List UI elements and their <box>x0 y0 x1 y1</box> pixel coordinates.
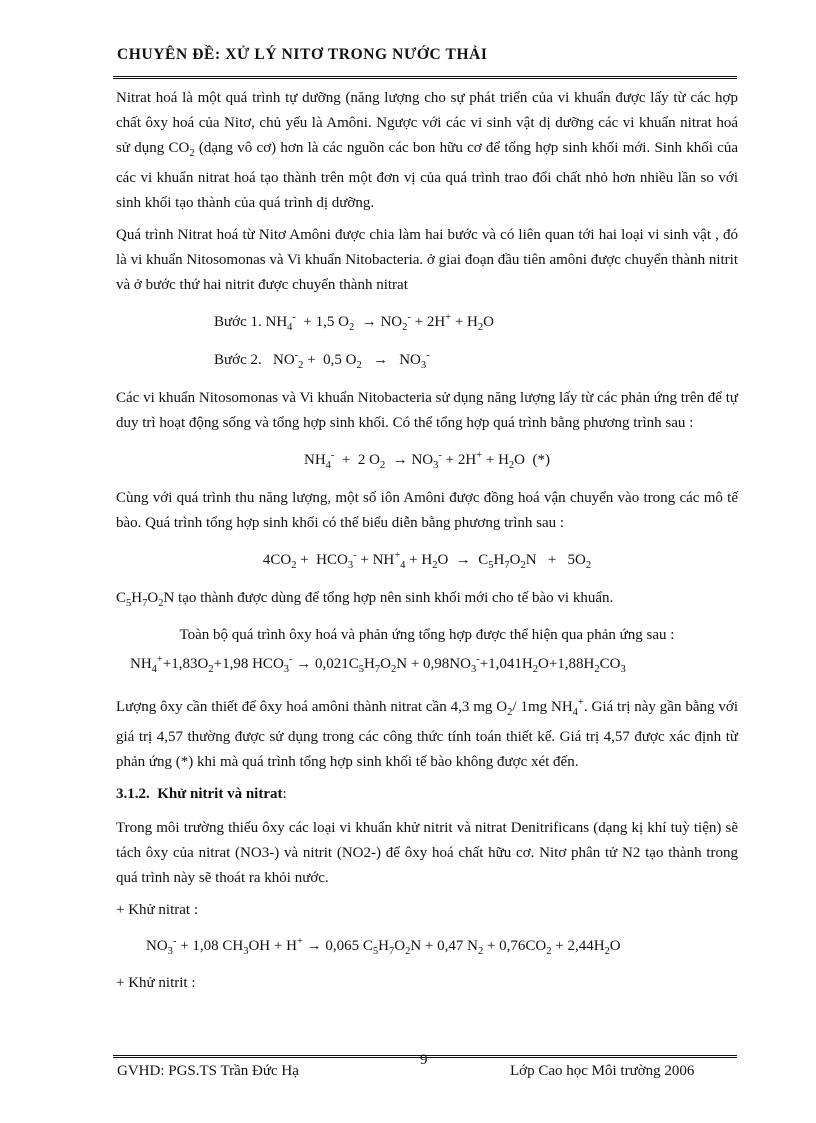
footer-class: Lớp Cao học Môi trường 2006 <box>510 1063 695 1079</box>
page-number: 9 <box>420 1052 428 1068</box>
paragraph-biomass-use: $C_5H_7O_2N$ tạo thành được dùng để tổng hợp nên sinh khối mới cho tế bào vi khuẩn. <box>116 590 614 609</box>
paragraph-oxygen-demand: Lượng ôxy cần thiết để ôxy hoá amôni thành nitrat cần 4,3 mg $O_2/$ 1mg $NH_4^+$. Giá trị này gần bằng với giá trị 4,57 thường được sử dụng trong các công thức tính toán thiết kế. Giá trị 4,57 được xác định từ phản ứng (*) khi mà quá trình tổng hợp sinh khối tế bào không được xét đến. <box>116 697 738 770</box>
equation-overall-star: $NH_4^- + 2$ $O_2 \to NO_3^- + 2H^+ + H_2O$ (*) <box>304 450 550 471</box>
equation-biomass-synthesis: $4CO_2 + HCO_3^- + NH^+_4 + H_2O \to C_5H_7O_2N + 5O_2$ <box>262 550 592 571</box>
paragraph-overall-reaction-intro: Toàn bộ quá trình ôxy hoá và phản ứng tổng hợp được thể hiện qua phản ứng sau : <box>179 627 675 643</box>
paragraph-two-steps: Quá trình Nitrat hoá từ Nitơ Amôni được chia làm hai bước và có liên quan tới hai loại vi sinh vật , đó là vi khuẩn Nitosomonas và Vi khuẩn Nitobacteria. ở giai đoạn đầu tiên amôni được chuyển thành nitrit và ở bước thứ hai nitrit được chuyển thành nitrat <box>116 227 738 293</box>
document-body <box>116 86 738 1002</box>
equation-nitrate-reduction: $NO_3^- + 1,08$ $CH_3OH + H^+ \to 0,065$ $C_5H_7O_2N + 0,47$ $N_2 + 0,76CO_2 + 2,44H_2O$ <box>146 936 621 957</box>
equation-overall-oxidation-synthesis: $NH_4^++1,83O_2+1,98$ $HCO_3^- \to 0,021C_5H_7O_2N + 0,98NO_3^-+1,041H_2O+1,88H_2CO_3$ <box>130 654 626 675</box>
footer-advisor: GVHD: PGS.TS Trần Đức Hạ <box>117 1063 299 1079</box>
page-header-title: CHUYÊN ĐỀ: XỬ LÝ NITƠ TRONG NƯỚC THẢI <box>117 46 488 63</box>
header-divider <box>113 76 737 79</box>
label-nitrite-reduction: + Khử nitrit : <box>116 975 196 991</box>
section-heading-denitrification: 3.1.2. Khử nitrit và nitrat: <box>116 786 287 802</box>
equation-step-1: Bước 1. $NH_4^- + 1,5$ $O_2 \to NO_2^- + 2H^+ + H_2O$ <box>214 312 494 333</box>
paragraph-nitrification-intro: Nitrat hoá là một quá trình tự dưỡng (năng lượng cho sự phát triển của vi khuẩn được lấy từ các hợp chất ôxy hoá của Nitơ, chủ yếu là Amôni. Ngược với các vi sinh vật dị dưỡng các vi khuẩn nitrat hoá sử dụng $CO_2$ (dạng vô cơ) hơn là các nguồn các bon hữu cơ để tổng hợp sinh khối mới. Sinh khối của các vi khuẩn nitrat hoá tạo thành trên một đơn vị của quá trình trao đổi chất nhỏ hơn nhiều lần so với sinh khối tạo thành của quá trình dị dưỡng. <box>116 90 738 211</box>
label-nitrate-reduction: + Khử nitrat : <box>116 902 198 918</box>
paragraph-denitrification: Trong môi trường thiếu ôxy các loại vi khuẩn khử nitrit và nitrat Denitrificans (dạng kị khí tuỳ tiện) sẽ tách ôxy của nitrat (NO3-) và nitrit (NO2-) để ôxy hoá chất hữu cơ. Nitơ phân tử N2 tạo thành trong quá trình này sẽ thoát ra khỏi nước. <box>116 820 738 886</box>
equation-step-2: Bước 2. $NO^-_2 + 0,5$ $O_2 \to NO_3^-$ <box>214 350 430 371</box>
paragraph-assimilation: Cùng với quá trình thu năng lượng, một số iôn Amôni được đồng hoá vận chuyển vào trong các mô tế bào. Quá trình tổng hợp sinh khối có thể biểu diễn bằng phương trình sau : <box>116 490 738 531</box>
paragraph-energy-use: Các vi khuẩn Nitosomonas và Vi khuẩn Nitobacteria sử dụng năng lượng lấy từ các phản ứng trên để tự duy trì hoạt động sống và tổng hợp sinh khối. Có thể tổng hợp quá trình bằng phương trình sau : <box>116 390 738 431</box>
